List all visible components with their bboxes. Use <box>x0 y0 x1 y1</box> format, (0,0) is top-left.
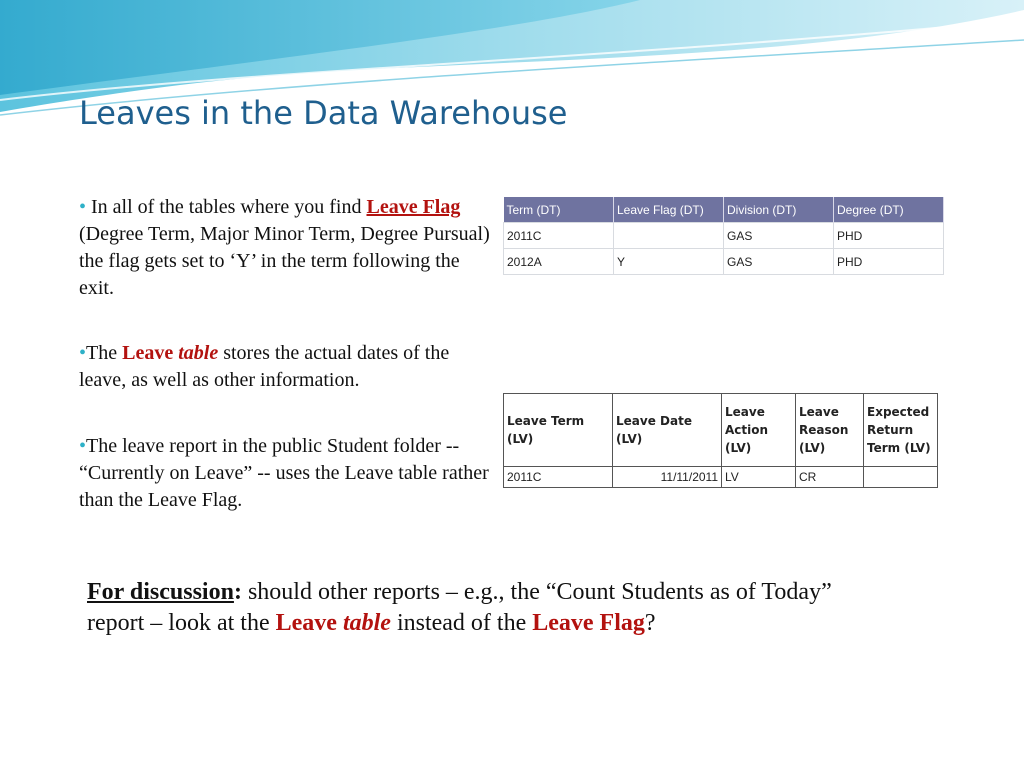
table-row <box>504 223 944 249</box>
table-highlight: table <box>178 342 219 364</box>
bullet-text: stores the actual dates of the leave, as well as other information. <box>79 342 450 391</box>
discussion-label: For discussion <box>87 579 234 605</box>
column-header: Degree (DT) <box>834 197 944 223</box>
leave-flag-highlight: Leave Flag <box>532 610 645 636</box>
table-cell: 2012A <box>504 249 614 275</box>
discussion-text: instead of the <box>390 610 533 636</box>
table-cell: GAS <box>724 223 834 249</box>
leave-highlight: Leave <box>275 610 343 636</box>
bullet-leave-flag <box>79 194 491 302</box>
slide-title: Leaves in the Data Warehouse <box>79 94 568 132</box>
table-cell: PHD <box>834 249 944 275</box>
table-cell: CR <box>796 467 864 488</box>
table-header-row <box>504 394 938 467</box>
bullet-text: In all of the tables where you find <box>86 196 367 218</box>
table-cell: 2011C <box>504 467 613 488</box>
column-header: Leave Date (LV) <box>613 394 722 467</box>
bullet-leave-report <box>79 433 491 514</box>
table-cell: Y <box>614 249 724 275</box>
column-header: Division (DT) <box>724 197 834 223</box>
bullet-dot: • <box>79 435 87 457</box>
table-cell: 11/11/2011 <box>613 467 722 488</box>
column-header: Leave Flag (DT) <box>614 197 724 223</box>
leave-highlight: Leave <box>122 342 179 364</box>
bullet-leave-table <box>79 340 491 394</box>
table-cell <box>614 223 724 249</box>
table-cell: LV <box>722 467 796 488</box>
bullet-dot: • <box>79 342 87 364</box>
table-cell <box>864 467 938 488</box>
bullet-text: The leave report in the public Student folder -- “Currently on Leave” -- uses the Leave table rather than the Leave Flag. <box>79 435 489 511</box>
bullet-dot: • <box>79 196 87 218</box>
table-cell: 2011C <box>504 223 614 249</box>
discussion-paragraph <box>87 577 887 639</box>
discussion-colon: : <box>233 579 242 605</box>
column-header: Term (DT) <box>504 197 614 223</box>
leave-table <box>503 393 938 488</box>
leave-flag-highlight: Leave Flag <box>366 196 461 218</box>
discussion-text: should other reports – e.g., the “Count Students as of Today” report – look at the <box>87 579 832 636</box>
discussion-text: ? <box>644 610 656 636</box>
table-cell: PHD <box>834 223 944 249</box>
column-header: Leave Action (LV) <box>722 394 796 467</box>
table-row <box>504 249 944 275</box>
bullet-text: (Degree Term, Major Minor Term, Degree Pursual) the flag gets set to ‘Y’ in the term following the exit. <box>79 223 490 299</box>
leave-flag-table <box>503 197 944 275</box>
column-header: Expected Return Term (LV) <box>864 394 938 467</box>
bullet-text: The <box>86 342 123 364</box>
column-header: Leave Reason (LV) <box>796 394 864 467</box>
table-row <box>504 467 938 488</box>
table-header-row <box>504 197 944 223</box>
column-header: Leave Term (LV) <box>504 394 613 467</box>
table-highlight: table <box>342 610 391 636</box>
table-cell: GAS <box>724 249 834 275</box>
